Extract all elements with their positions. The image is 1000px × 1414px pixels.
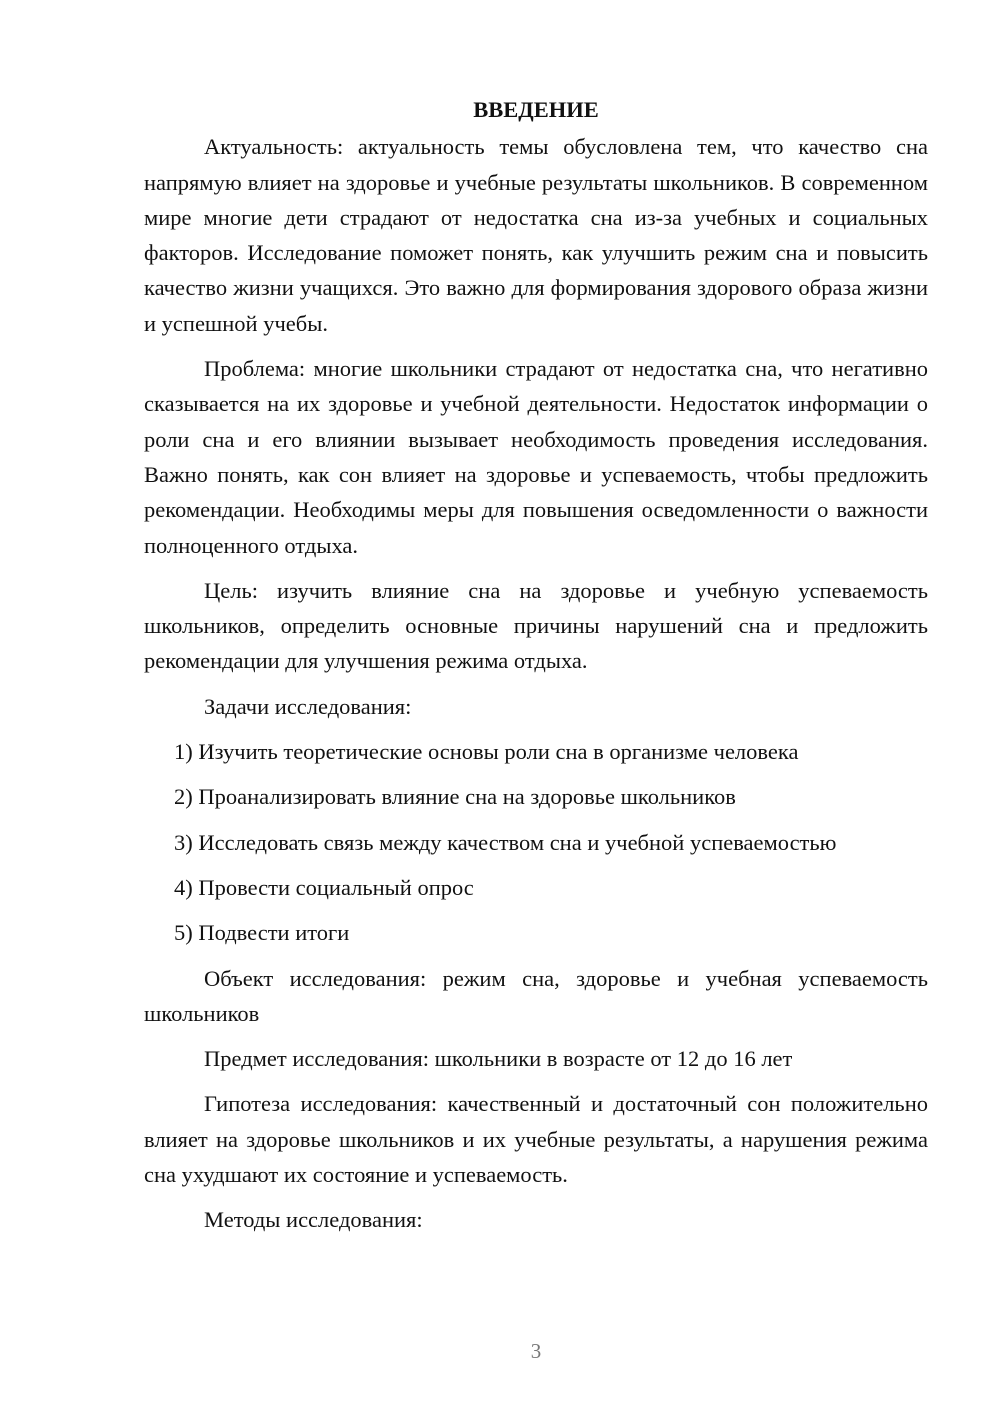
page-number: 3: [530, 1339, 542, 1363]
page-title: ВВЕДЕНИЕ: [473, 97, 599, 122]
list-item: 4) Провести социальный опрос: [174, 874, 474, 900]
subject-paragraph: Предмет исследования: школьники в возрасте от 12 до 16 лет: [204, 1046, 793, 1072]
list-item: 1) Изучить теоретические основы роли сна в организме человека: [174, 739, 799, 765]
list-item: 2) Проанализировать влияние сна на здоровье школьников: [174, 784, 736, 810]
tasks-heading: Задачи исследования:: [204, 693, 412, 719]
list-item: 5) Подвести итоги: [174, 920, 350, 946]
problem-paragraph: Проблема: многие школьники страдают от недостатка сна, что негативно сказывается на их здоровье и учебной деятельности. Недостаток информации о роли сна и его влиянии вызывает необходимость проведения исследования. Важно понять, как сон влияет на здоровье и успеваемость, чтобы предложить рекомендации. Необходимы меры для повышения осведомленности о важности полноценного отдыха.: [144, 356, 928, 558]
methods-heading: Методы исследования:: [204, 1207, 423, 1233]
list-item: 3) Исследовать связь между качеством сна и учебной успеваемостью: [174, 829, 837, 855]
object-paragraph: Объект исследования: режим сна, здоровье и учебная успеваемость школьников: [144, 965, 928, 1026]
goal-paragraph: Цель: изучить влияние сна на здоровье и учебную успеваемость школьников, определить основные причины нарушений сна и предложить рекомендации для улучшения режима отдыха.: [144, 577, 928, 674]
page-content: [144, 92, 928, 1248]
hypothesis-paragraph: Гипотеза исследования: качественный и достаточный сон положительно влияет на здоровье школьников и их учебные результаты, а нарушения режима сна ухудшают их состояние и успеваемость.: [144, 1091, 928, 1188]
tasks-list: [144, 734, 928, 950]
relevance-paragraph: Актуальность: актуальность темы обусловлена тем, что качество сна напрямую влияет на здоровье и учебные результаты школьников. В современном мире многие дети страдают от недостатка сна из-за учебных и социальных факторов. Исследование поможет понять, как улучшить режим сна и повысить качество жизни учащихся. Это важно для формирования здорового образа жизни и успешной учебы.: [144, 134, 928, 336]
